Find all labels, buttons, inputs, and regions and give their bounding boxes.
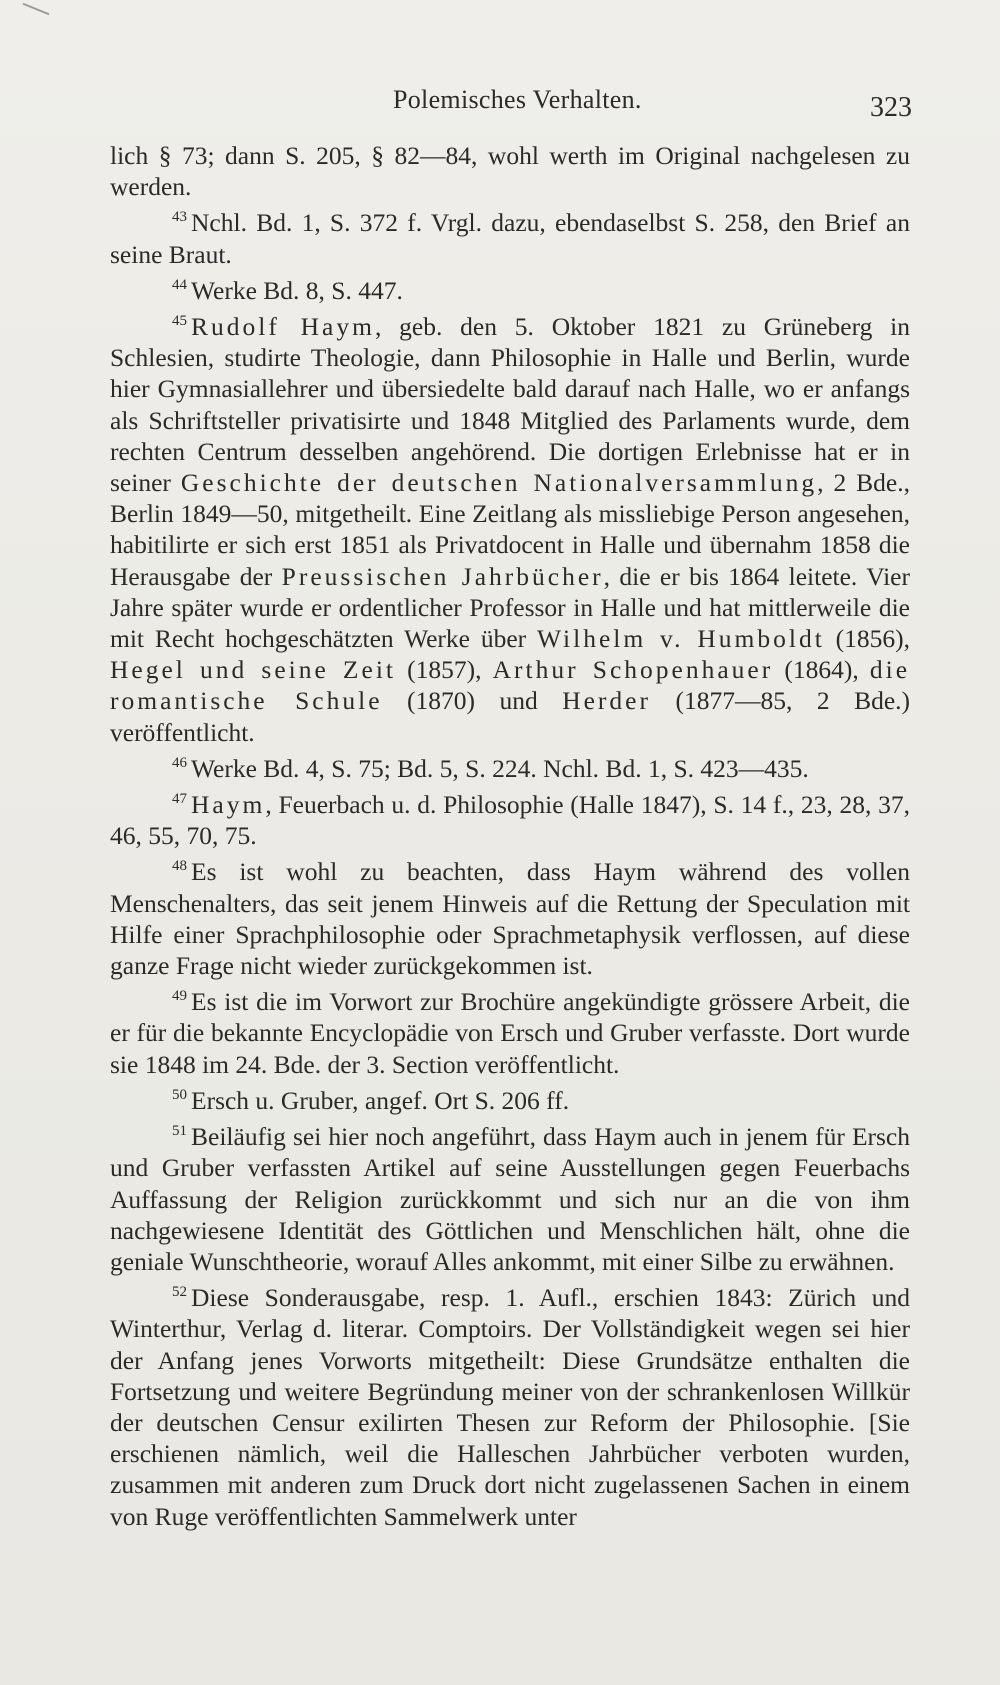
footnote-43: [110, 202, 910, 269]
footnote-text: Es ist die im Vorwort zur Brochüre angekündigte grössere Arbeit, die er für die bekannte Encyclopädie von Ersch und Gruber verfasste. Dort wurde sie 1848 im 24. Bde. der 3. Section veröffentlicht.: [110, 987, 910, 1079]
person-name-haym: Rudolf Haym: [191, 312, 375, 342]
work-title: Preussischen Jahrbücher: [281, 561, 604, 591]
footnote-49: [110, 981, 910, 1080]
footnote-52: [110, 1277, 910, 1532]
footnote-44: [110, 270, 910, 306]
footnote-text: , geb. den 5. Oktober 1821 zu Grüneberg in Schlesien, studirte Theologie, dann Philosophie in Halle und Berlin, wurde hier Gymnasiallehrer und übersiedelte bald darauf nach Halle, wo er anfangs als Schriftsteller privatisirte und 1848 Mitglied des Parlaments wurde, dem rechten Centrum desselben angehörend. Die dortigen Erlebnisse hat er in seiner: [110, 312, 910, 498]
footnote-50: [110, 1080, 910, 1116]
footnote-text: (1856),: [824, 624, 911, 654]
footnote-text: , Feuerbach u. d. Philosophie (Halle 1847), S. 14 f., 23, 28, 37, 46, 55, 70, 75.: [110, 790, 910, 851]
footnote-text: Beiläufig sei hier noch angeführt, dass Haym auch in jenem für Ersch und Gruber verfassten Artikel auf seine Ausstellungen gegen Feuerbachs Auffassung der Religion zurückkommt und sich nur an die von ihm nachgewiesene Identität des Göttlichen und Menschlichen hält, ohne die geniale Wunschtheorie, worauf Alles ankommt, mit einer Silbe zu erwähnen.: [110, 1122, 910, 1276]
footnote-number: 49: [172, 988, 187, 1005]
work-title: Geschichte der deutschen Nationalversammlung: [180, 468, 818, 498]
continued-footnote: lich § 73; dann S. 205, § 82—84, wohl werth im Original nachgelesen zu werden.: [110, 141, 910, 202]
work-title: Arthur Schopenhauer: [492, 655, 774, 685]
work-title: Wilhelm v. Humboldt: [537, 624, 825, 654]
work-title: Hegel und seine Zeit: [110, 655, 396, 685]
running-title: Polemisches Verhalten.: [393, 85, 642, 114]
footnote-text: Werke Bd. 4, S. 75; Bd. 5, S. 224. Nchl. Bd. 1, S. 423—435.: [191, 753, 809, 783]
footnotes-block: [110, 140, 910, 1532]
footnote-text: (1857),: [396, 655, 493, 685]
footnote-51: [110, 1116, 910, 1277]
footnote-number: 43: [172, 209, 187, 226]
page-number: 323: [870, 92, 912, 123]
footnote-number: 44: [172, 276, 187, 293]
footnote-text: Ersch u. Gruber, angef. Ort S. 206 ff.: [191, 1085, 570, 1115]
page-corner-mark: [23, 3, 50, 15]
footnote-number: 51: [172, 1123, 187, 1140]
footnote-text: , 2 Bde., Berlin 1849—50, mitgetheilt. Eine Zeitlang als missliebige Person angesehen, habitilirte er sich erst 1851 als Privatdocent in Halle und übernahm 1858 die Herausgabe der: [110, 468, 911, 591]
footnote-text: Es ist wohl zu beachten, dass Haym während des vollen Menschenalters, das seit jenem Hinweis auf die Rettung der Speculation mit Hilfe einer Sprachphilosophie oder Sprachmetaphysik verflossen, auf diese ganze Frage nicht wieder zurückgekommen ist.: [110, 857, 910, 981]
footnote-number: 50: [172, 1086, 187, 1103]
footnote-number: 48: [172, 858, 187, 875]
footnote-text: , die er bis 1864 leitete. Vier Jahre später wurde er ordentlicher Professor in Halle und hat mittlerweile die mit Recht hochgeschätzten Werke über: [110, 561, 910, 654]
footnote-47: [110, 784, 910, 851]
footnote-45: [110, 306, 910, 748]
work-title: die romantische Schule: [110, 655, 911, 716]
footnote-number: 47: [172, 791, 187, 808]
footnote-text: Nchl. Bd. 1, S. 372 f. Vrgl. dazu, ebendaselbst S. 258, den Brief an seine Braut.: [110, 208, 910, 269]
footnote-number: 52: [172, 1284, 187, 1301]
footnote-46: [110, 748, 910, 784]
person-name-haym: Haym: [191, 790, 266, 820]
footnote-text: (1877—85, 2 Bde.) veröffentlicht.: [110, 686, 911, 747]
footnote-text: (1864),: [773, 655, 870, 685]
work-title: Herder: [562, 686, 651, 716]
footnote-number: 45: [172, 313, 187, 330]
footnote-text: (1870) und: [382, 686, 563, 716]
footnote-48: [110, 851, 910, 981]
footnote-number: 46: [172, 754, 187, 771]
footnote-text: Diese Sonderausgabe, resp. 1. Aufl., erschien 1843: Zürich und Winterthur, Verlag d. literar. Comptoirs. Der Vollständigkeit wegen sei hier der Anfang jenes Vorworts mitgetheilt: Diese Grundsätze enthalten die Fortsetzung und weitere Begründung meiner von der schrankenlosen Willkür der deutschen Censur exilirten Thesen zur Reform der Philosophie. [Sie erschienen nämlich, weil die Halleschen Jahrbücher verboten wurden, zusammen mit anderen zum Druck dort nicht zugelassenen Sachen in einem von Ruge veröffentlichten Sammelwerk unter: [110, 1283, 910, 1531]
footnote-text: Werke Bd. 8, S. 447.: [191, 275, 403, 305]
